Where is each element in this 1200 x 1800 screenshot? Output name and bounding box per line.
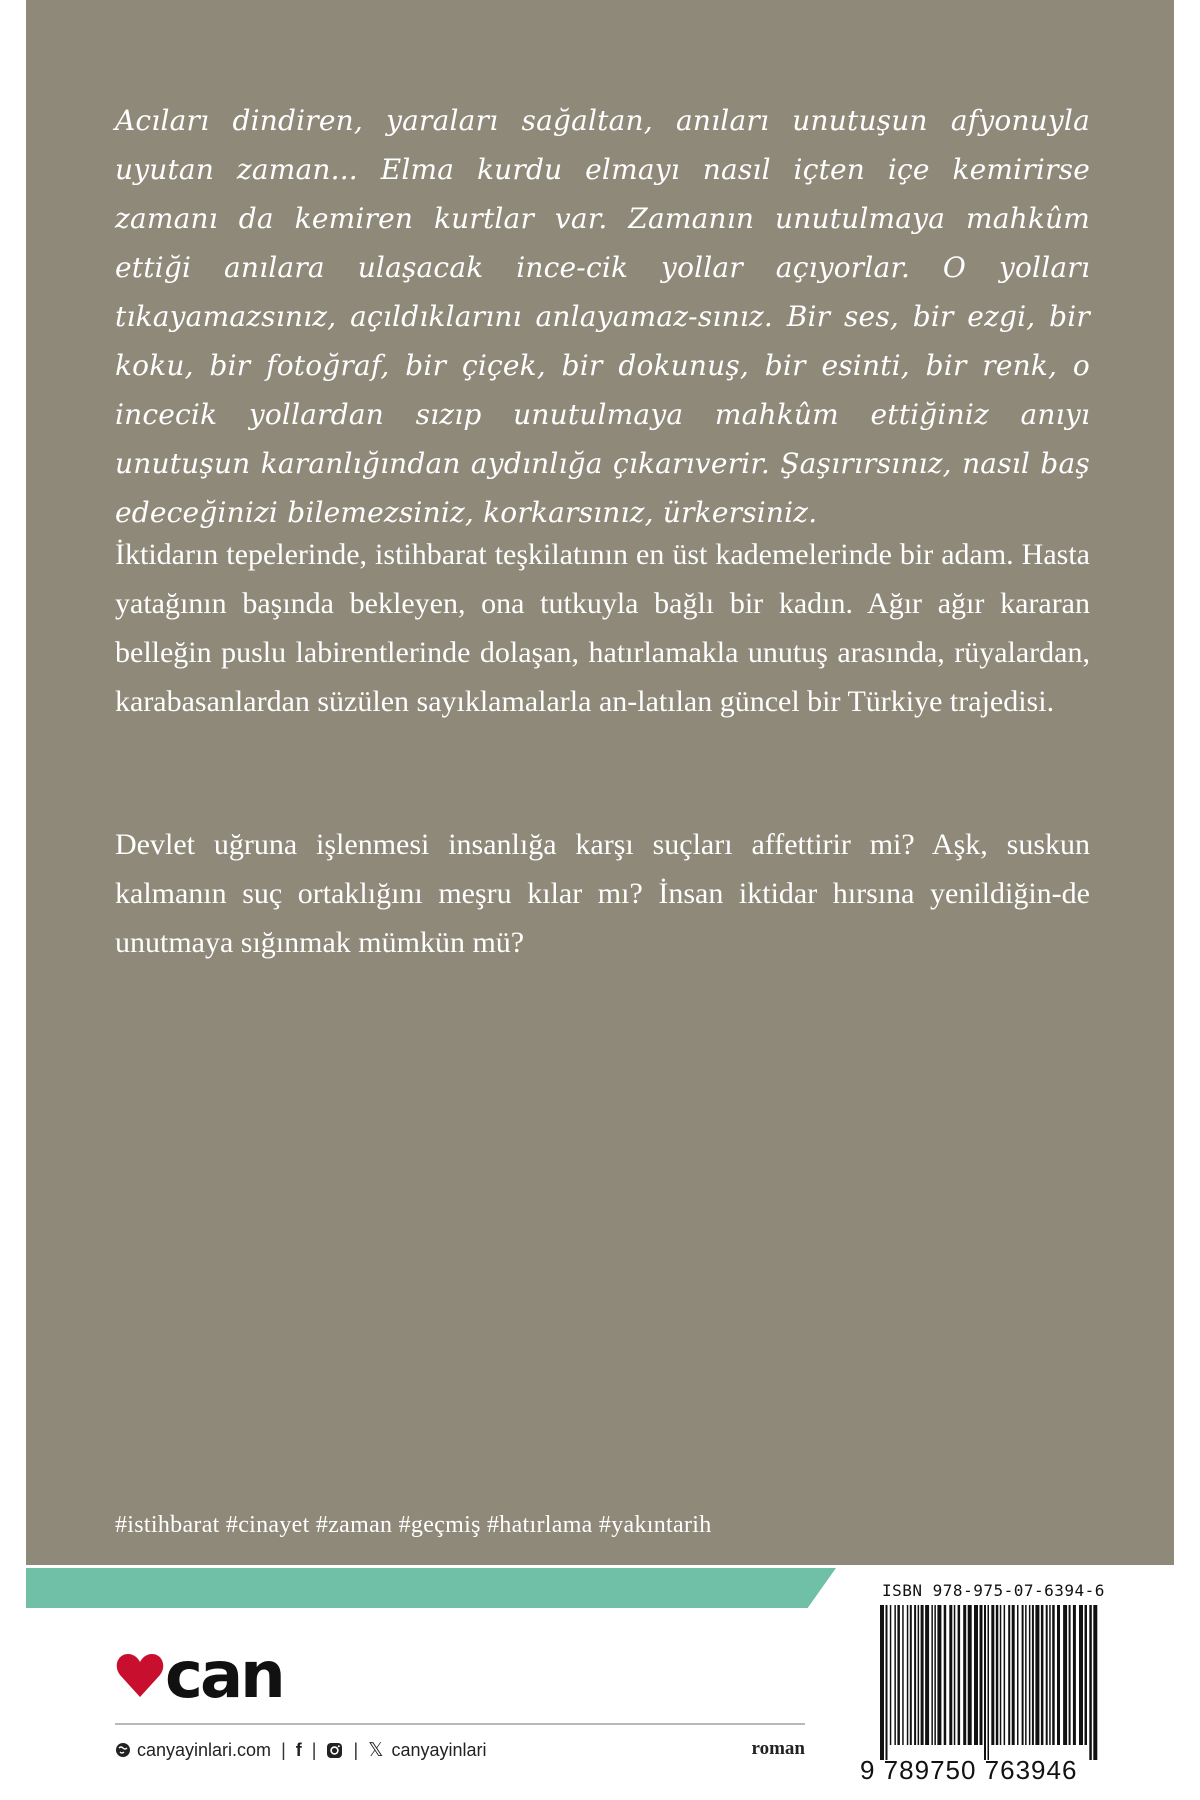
separator: | <box>311 1739 317 1760</box>
blurb-paragraph-1: İktidarın tepelerinde, istihbarat teşkilatının en üst kademelerinde bir adam. Hasta yatağının başında bekleyen, ona tutkuyla bağlı bir kadın. Ağır ağır kararan belleğin puslu labirentlerinde dolaşan, hatırlamakla unutuş arasında, rüyalardan, karabasanlardan süzülen sayıklamalarla an-latılan güncel bir Türkiye trajedisi. <box>115 538 1090 718</box>
social-handle[interactable]: canyayinlari <box>391 1739 487 1760</box>
blurb-italic-paragraph: Acıları dindiren, yaraları sağaltan, anıları unutuşun afyonuyla uyutan zaman... Elma kurdu elmayı nasıl içten içe kemirirse zamanı da kemiren kurtlar var. Zamanın unutulmaya mahkûm ettiği anılara ulaşacak ince-cik yollar açıyorlar. O yolları tıkayamazsınız, açıldıklarını anlayamaz-sınız. Bir ses, bir ezgi, bir koku, bir fotoğraf, bir çiçek, bir dokunuş, bir esinti, bir renk, o incecik yollardan sızıp unutulmaya mahkûm ettiğiniz anıyı unutuşun karanlığından aydınlığa çıkarıverir. Şaşırırsınız, nasıl baş edeceğinizi bilemezsiniz, korkarsınız, ürkersiniz. <box>115 104 1090 529</box>
hashtags: #istihbarat #cinayet #zaman #geçmiş #hatırlama #yakıntarih <box>115 1512 712 1538</box>
publisher-footer <box>115 1738 805 1762</box>
genre-label: roman <box>751 1738 805 1759</box>
x-icon[interactable]: 𝕏 <box>368 1739 384 1761</box>
barcode-number: 9 789750 763946 <box>860 1755 1078 1785</box>
isbn-label: ISBN 978-975-07-6394-6 <box>882 1581 1105 1600</box>
instagram-icon[interactable] <box>326 1742 343 1759</box>
logo-wordmark: can <box>165 1639 283 1713</box>
website-link[interactable]: canyayinlari.com <box>137 1739 272 1760</box>
barcode-icon <box>878 1605 1098 1760</box>
facebook-icon[interactable]: f <box>295 1739 302 1760</box>
accent-band <box>26 1568 836 1608</box>
separator: | <box>353 1739 359 1760</box>
footer-divider <box>115 1723 805 1725</box>
globe-icon <box>115 1742 131 1758</box>
blurb-paragraph-2: Devlet uğruna işlenmesi insanlığa karşı suçları affettirir mi? Aşk, suskun kalmanın suç ortaklığını meşru kılar mı? İnsan iktidar hırsına yenildiğin-de unutmaya sığınmak mümkün mü? <box>115 828 1090 959</box>
heart-icon <box>115 1651 165 1701</box>
publisher-logo <box>115 1639 283 1713</box>
separator: | <box>281 1739 286 1760</box>
